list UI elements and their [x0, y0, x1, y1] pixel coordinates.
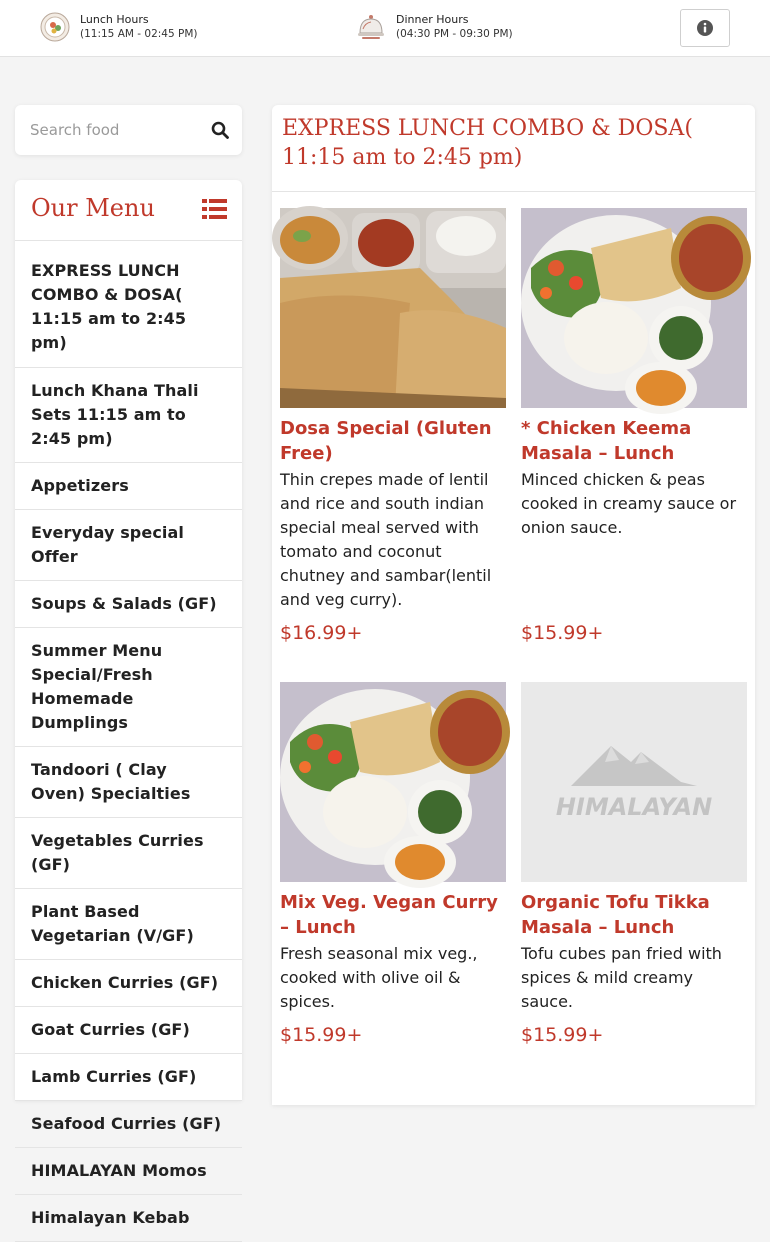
top-bar [0, 0, 770, 57]
menu-section [272, 105, 755, 1105]
sidebar-item-seafood-curries[interactable]: Seafood Curries (GF) [15, 1101, 242, 1148]
section-title: EXPRESS LUNCH COMBO & DOSA( 11:15 am to 2:45 pm) [282, 116, 693, 170]
sidebar-item-tandoori[interactable]: Tandoori ( Clay Oven) Specialties [15, 747, 242, 818]
menu-header [15, 180, 242, 241]
sidebar-item-vegetable-curries[interactable]: Vegetables Curries (GF) [15, 818, 242, 889]
cloche-icon [356, 12, 386, 42]
sidebar-item-summer-menu[interactable]: Summer Menu Special/Fresh Homemade Dumplings [15, 628, 242, 747]
sidebar-item-express-lunch[interactable]: EXPRESS LUNCH COMBO & DOSA( 11:15 am to 2:45 pm) [15, 241, 242, 368]
sidebar-item-soups-salads[interactable]: Soups & Salads (GF) [15, 581, 242, 628]
logo-text: HIMALAYAN [555, 793, 713, 821]
item-price: $16.99+ [280, 622, 363, 644]
info-button[interactable] [680, 9, 730, 47]
search-input[interactable] [30, 119, 200, 141]
item-price: $15.99+ [280, 1024, 363, 1046]
lunch-hours-label: Lunch Hours [80, 13, 149, 26]
item-name[interactable]: Mix Veg. Vegan Curry – Lunch [280, 892, 498, 938]
dinner-hours [356, 12, 513, 42]
menu-card-chicken-keema[interactable] [521, 208, 747, 668]
sidebar-item-lunch-khana-thali[interactable]: Lunch Khana Thali Sets 11:15 am to 2:45 pm) [15, 368, 242, 463]
sidebar-item-everyday-special[interactable]: Everyday special Offer [15, 510, 242, 581]
item-price: $15.99+ [521, 1024, 604, 1046]
menu-sidebar [15, 180, 242, 1227]
menu-card-mix-veg[interactable] [280, 682, 506, 1102]
search-box [15, 105, 242, 155]
menu-title: Our Menu [31, 194, 155, 222]
sidebar-item-plant-based[interactable]: Plant Based Vegetarian (V/GF) [15, 889, 242, 960]
dinner-hours-time: (04:30 PM - 09:30 PM) [396, 28, 513, 40]
list-icon[interactable] [202, 198, 227, 220]
dinner-hours-label: Dinner Hours [396, 13, 469, 26]
thali-photo [521, 208, 747, 408]
menu-card-tofu-tikka[interactable] [521, 682, 747, 1102]
search-icon[interactable] [211, 121, 229, 139]
item-description: Thin crepes made of lentil and rice and south indian special meal served with tomato and coconut chutney and sambar(lentil and veg curry). [280, 470, 492, 609]
dosa-photo [280, 208, 506, 408]
item-description: Fresh seasonal mix veg., cooked with olive oil & spices. [280, 944, 478, 1011]
item-name[interactable]: * Chicken Keema Masala – Lunch [521, 418, 692, 464]
item-name[interactable]: Dosa Special (Gluten Free) [280, 418, 492, 464]
sidebar-item-goat-curries[interactable]: Goat Curries (GF) [15, 1007, 242, 1054]
item-name[interactable]: Organic Tofu Tikka Masala – Lunch [521, 892, 710, 938]
sidebar-item-himalayan-kebab[interactable]: Himalayan Kebab [15, 1195, 242, 1242]
item-description: Minced chicken & peas cooked in creamy sauce or onion sauce. [521, 470, 737, 537]
info-icon [696, 19, 714, 37]
himalayan-placeholder-image [521, 682, 747, 882]
menu-card-dosa[interactable] [280, 208, 506, 668]
sidebar-item-appetizers[interactable]: Appetizers [15, 463, 242, 510]
sidebar-item-chicken-curries[interactable]: Chicken Curries (GF) [15, 960, 242, 1007]
lunch-hours [40, 12, 197, 42]
item-price: $15.99+ [521, 622, 604, 644]
lunch-plate-icon [40, 12, 70, 42]
sidebar-item-lamb-curries[interactable]: Lamb Curries (GF) [15, 1054, 242, 1101]
thali-photo [280, 682, 506, 882]
sidebar-item-himalayan-momos[interactable]: HIMALAYAN Momos [15, 1148, 242, 1195]
lunch-hours-time: (11:15 AM - 02:45 PM) [80, 28, 198, 40]
section-header [272, 105, 755, 192]
item-description: Tofu cubes pan fried with spices & mild creamy sauce. [521, 944, 722, 1011]
